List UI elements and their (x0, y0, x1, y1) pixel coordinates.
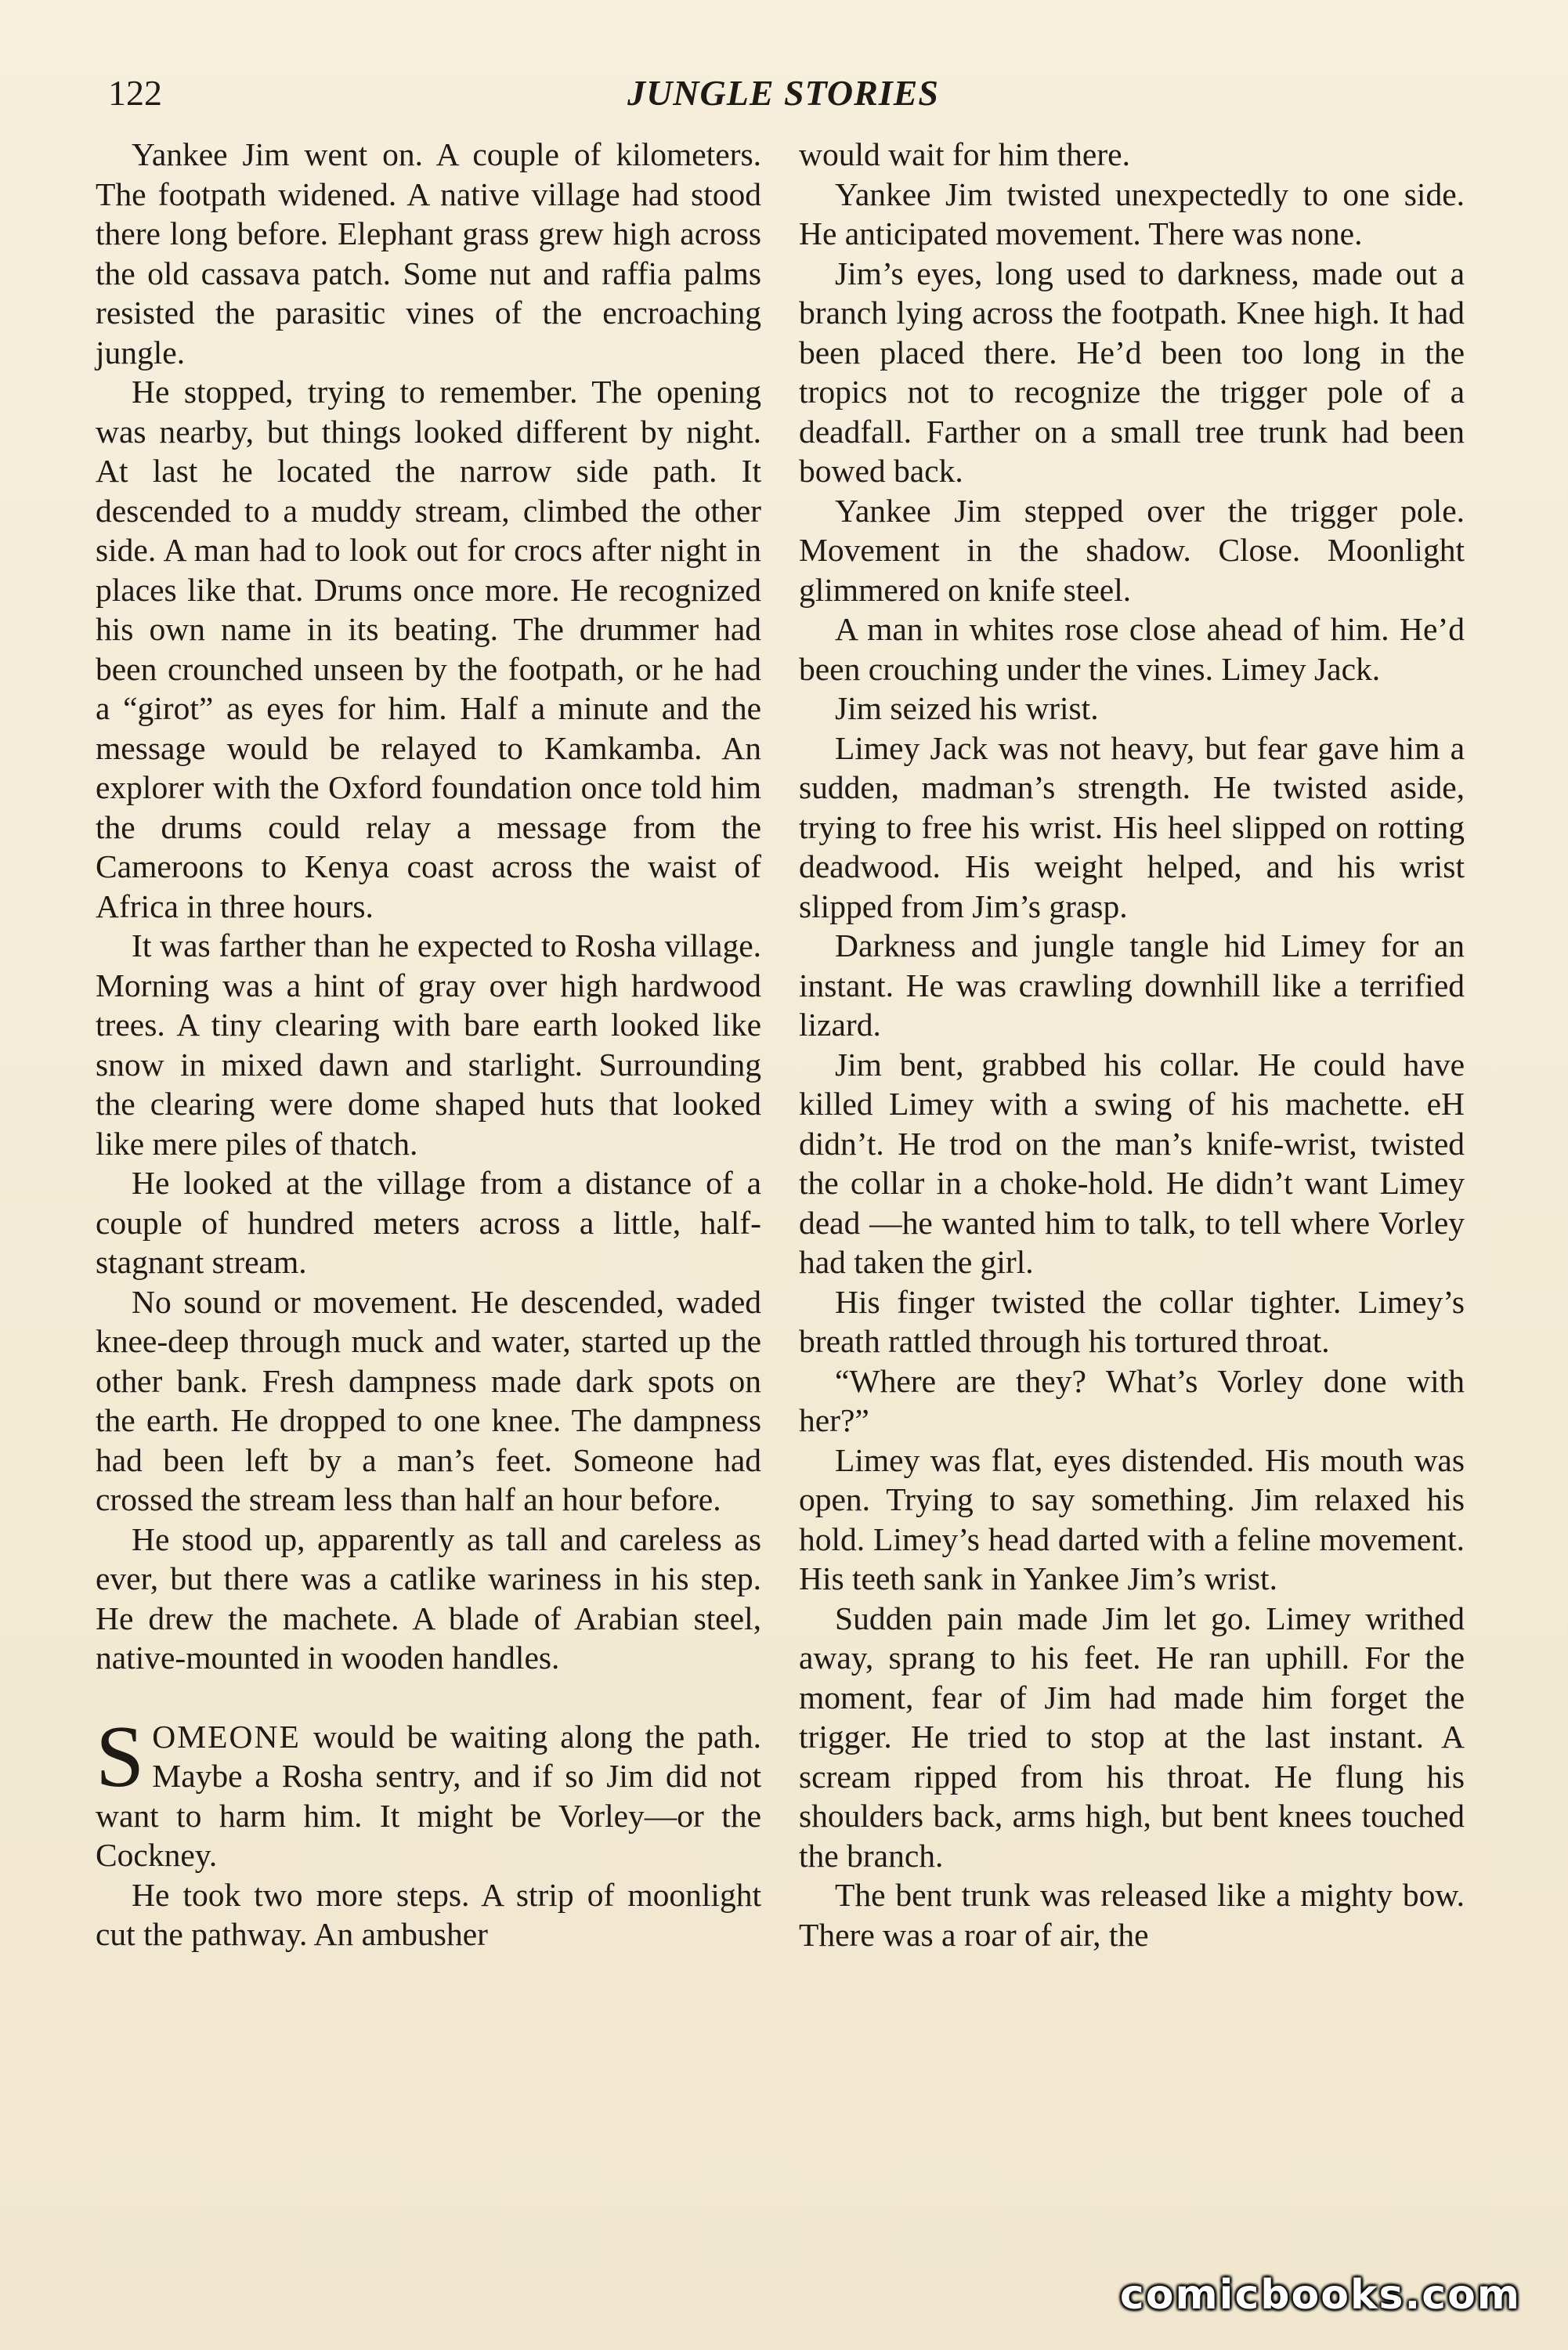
right-column (799, 135, 1465, 1954)
paragraph: Jim bent, grabbed his collar. He could have killed Limey with a swing of his machette. eH didn’t. He trod on the man’s knife-wrist, twisted the collar in a choke-hold. He didn’t want Limey dead —he wanted him to talk, to tell where Vorley had taken the girl. (799, 1046, 1465, 1280)
paragraph: Darkness and jungle tangle hid Limey for an instant. He was crawling downhill like a terrified lizard. (799, 927, 1465, 1043)
paragraph: No sound or movement. He descended, waded knee-deep through muck and water, started up the other bank. Fresh dampness made dark spots on the earth. He dropped to one knee. The dampness had been left by a man’s feet. Someone had crossed the stream less than half an hour before. (96, 1283, 761, 1517)
paragraph: A man in whites rose close ahead of him. He’d been crouching under the vines. Limey Jack. (799, 611, 1465, 687)
paragraph: It was farther than he expected to Rosha village. Morning was a hint of gray over high hardwood trees. A tiny clearing with bare earth looked like snow in mixed dawn and starlight. Surrounding the clearing were dome shaped huts that looked like mere piles of thatch. (96, 927, 761, 1162)
paragraph: He stood up, apparently as tall and careless as ever, but there was a catlike wariness in his step. He drew the machete. A blade of Arabian steel, native-mounted in wooden handles. (96, 1520, 761, 1676)
paragraph: He looked at the village from a distance of a couple of hundred meters across a little, half-stagnant stream. (96, 1165, 761, 1280)
dropcap-lead-word: OMEONE (152, 1718, 301, 1755)
dropcap-letter: S (96, 1708, 145, 1806)
paragraph: The bent trunk was released like a mighty bow. There was a roar of air, the (799, 1877, 1465, 1953)
paragraph: Yankee Jim twisted unexpectedly to one side. He anticipated movement. There was none. (799, 175, 1465, 251)
paragraph: Limey Jack was not heavy, but fear gave him a sudden, madman’s strength. He twisted aside, trying to free his wrist. His heel slipped on rotting deadwood. His weight helped, and his wrist slipped from Jim’s grasp. (799, 729, 1465, 924)
page-number: 122 (108, 73, 162, 113)
paragraph: His finger twisted the collar tighter. Limey’s breath rattled through his tortured throat. (799, 1283, 1465, 1359)
dropcap-paragraph-text: would be waiting along the path. Maybe a Rosha sentry, and if so Jim did not want to harm him. It might be Vorley—or the Cockney. (96, 1718, 761, 1873)
left-column (96, 135, 761, 1954)
paragraph: Limey was flat, eyes distended. His mouth was open. Trying to say something. Jim relaxed his hold. Limey’s head darted with a feline movement. His teeth sank in Yankee Jim’s wrist. (799, 1441, 1465, 1596)
paragraph: He stopped, trying to remember. The opening was nearby, but things looked different by night. At last he located the narrow side path. It descended to a muddy stream, climbed the other side. A man had to look out for crocs after night in places like that. Drums once more. He recognized his own name in its beating. The drummer had been crounched unseen by the footpath, or he had a “girot” as eyes for him. Half a minute and the message would be relayed to Kamkamba. An explorer with the Oxford foundation once told him the drums could relay a message from the Cameroons to Kenya coast across the waist of Africa in three hours. (96, 374, 761, 924)
paragraph: Sudden pain made Jim let go. Limey writhed away, sprang to his feet. He ran uphill. For the moment, fear of Jim had made him forget the trigger. He tried to stop at the last instant. A scream ripped from his throat. He flung his shoulders back, arms high, but bent knees touched the branch. (799, 1600, 1465, 1874)
page-header (94, 72, 1472, 127)
dropcap-paragraph (96, 1708, 761, 1875)
watermark: comicbooks.com (1119, 2272, 1521, 2319)
paragraph: Jim seized his wrist. (835, 690, 1099, 726)
paragraph: He took two more steps. A strip of moonlight cut the pathway. An ambusher (96, 1876, 761, 1952)
paragraph: Jim’s eyes, long used to darkness, made out a branch lying across the footpath. Knee high. It had been placed there. He’d been too long in the tropics not to recognize the trigger pole of a deadfall. Farther on a small tree trunk had been bowed back. (799, 255, 1465, 489)
paragraph: Yankee Jim stepped over the trigger pole. Movement in the shadow. Close. Moonlight glimmered on knife steel. (799, 492, 1465, 608)
continuation-line: would wait for him there. (799, 136, 1130, 172)
running-title: JUNGLE STORIES (627, 73, 939, 113)
paragraph: “Where are they? What’s Vorley done with her?” (799, 1362, 1465, 1438)
paragraph: Yankee Jim went on. A couple of kilometers. The footpath widened. A native village had stood there long before. Elephant grass grew high across the old cassava patch. Some nut and raffia palms resisted the parasitic vines of the encroaching jungle. (96, 136, 761, 371)
section-break (96, 1678, 761, 1717)
